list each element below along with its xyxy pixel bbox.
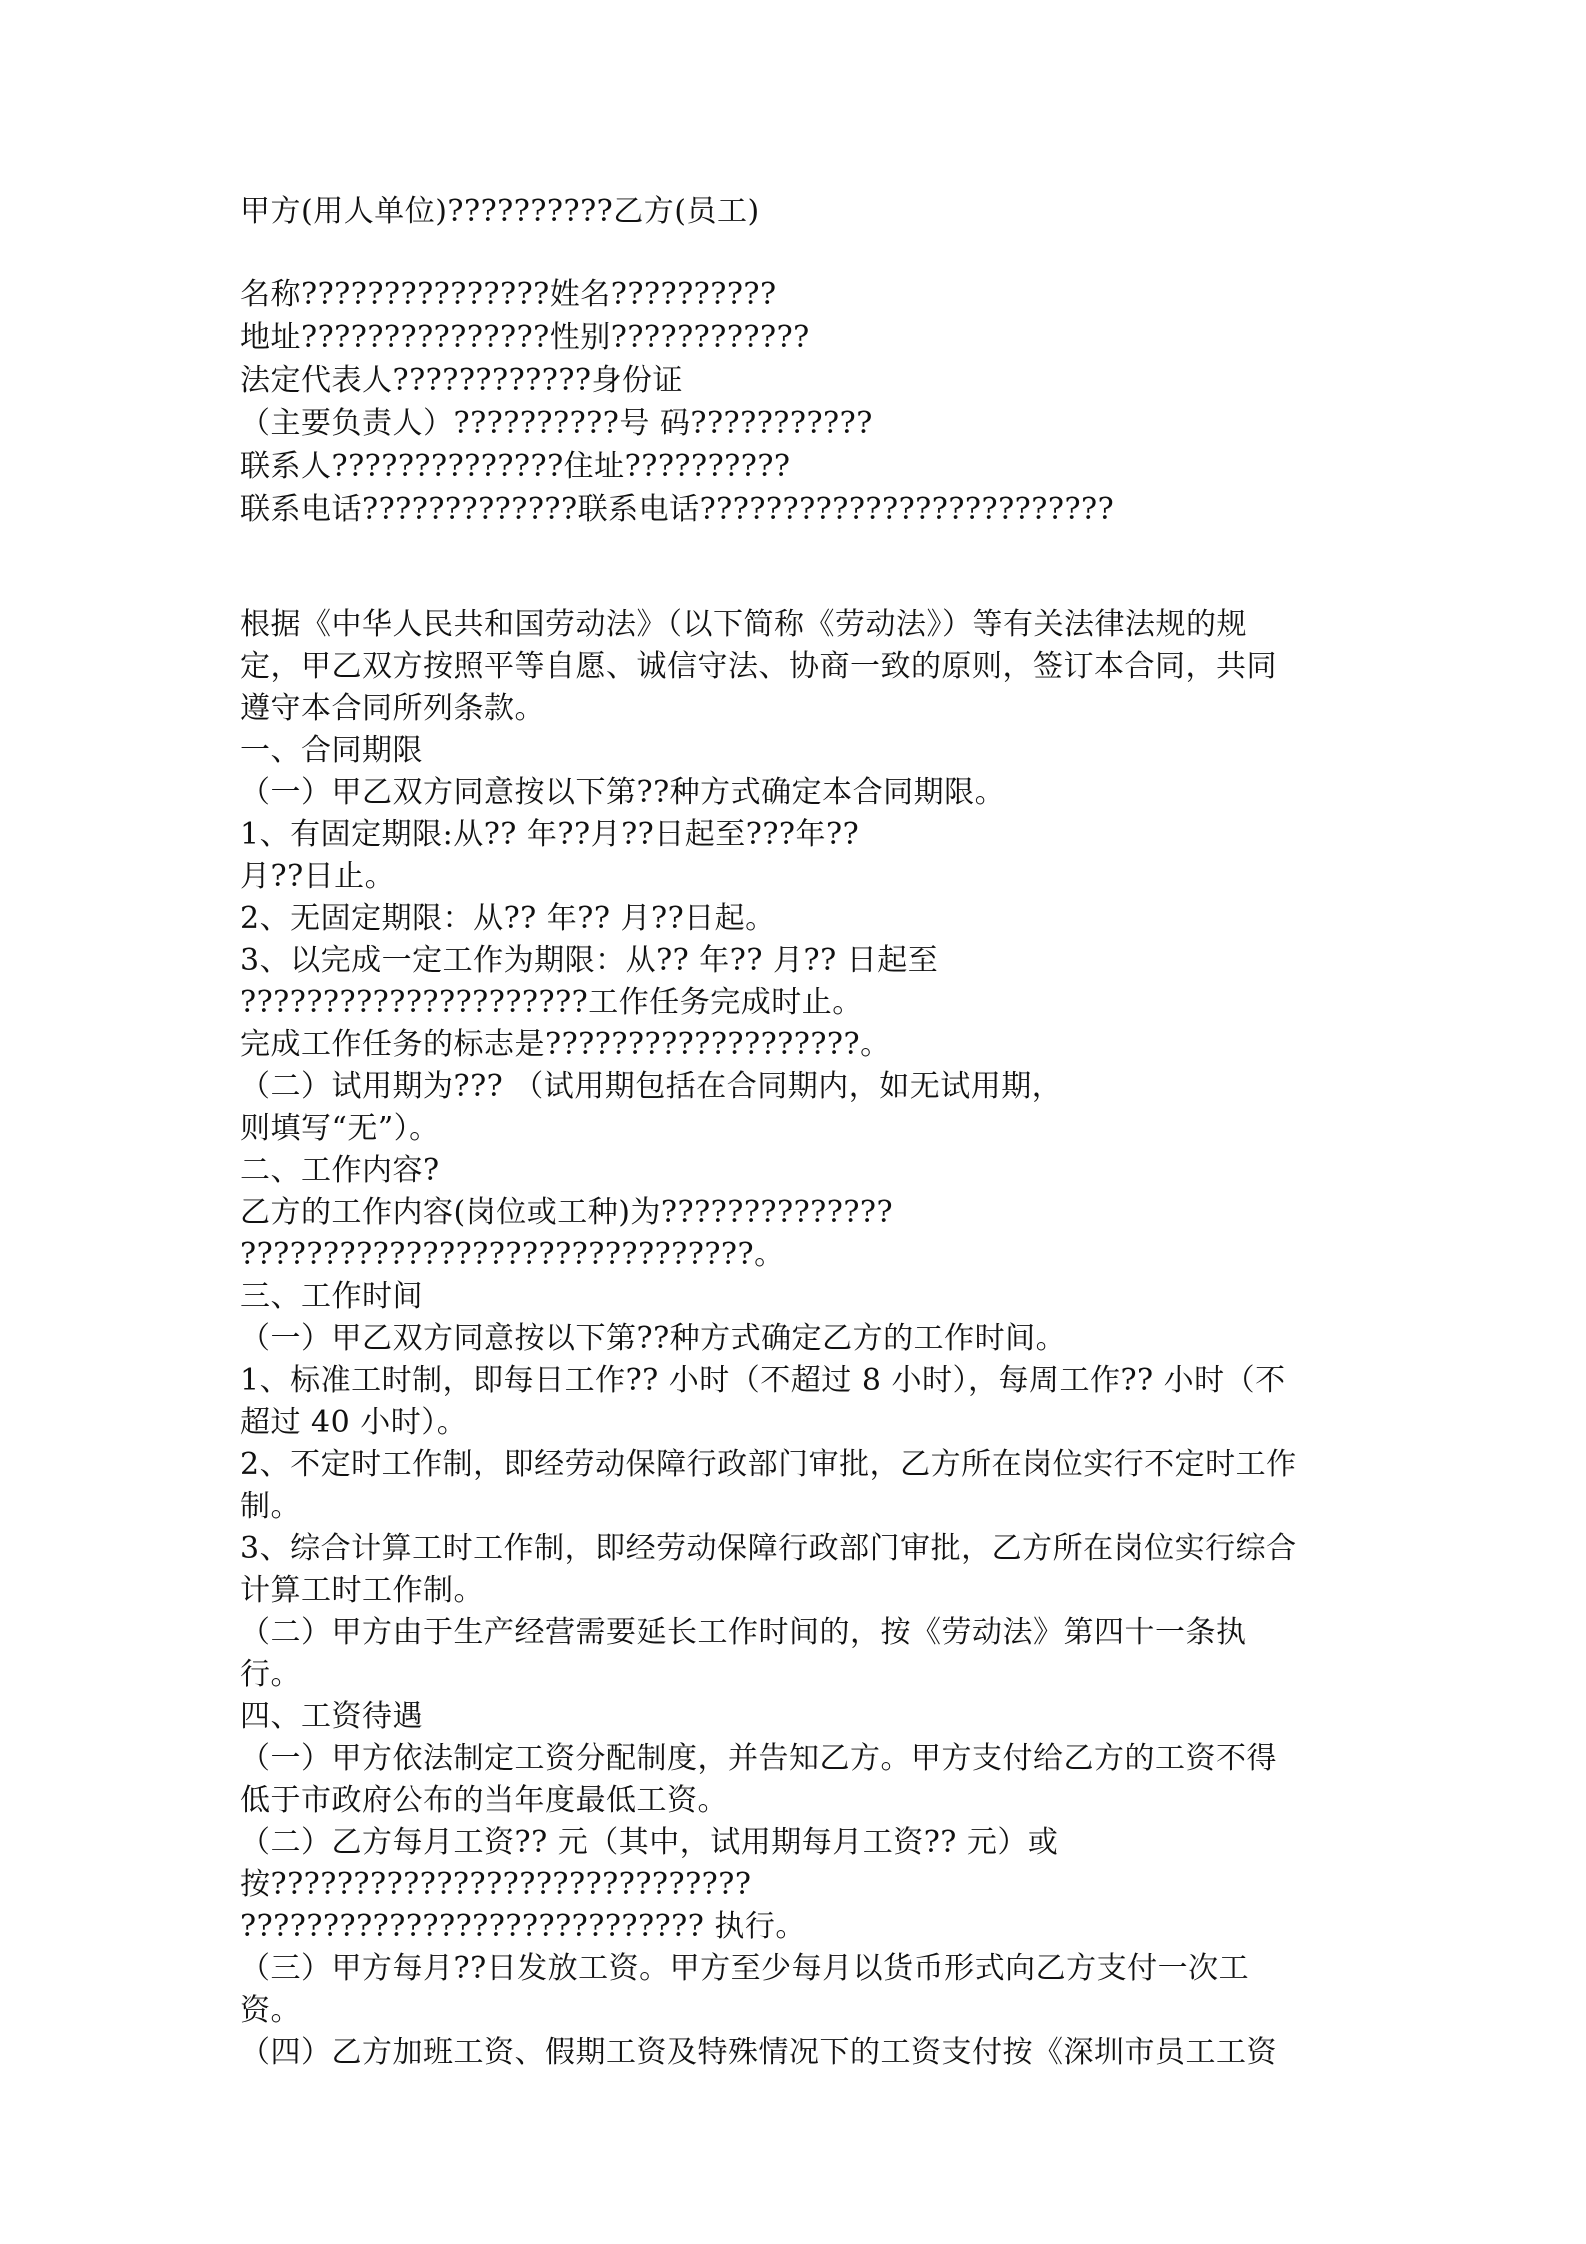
section-heading: 四、工资待遇 bbox=[240, 1699, 423, 1734]
clause-line: 计算工时工作制。 bbox=[240, 1573, 484, 1608]
field-contact: 联系人??????????????住址?????????? bbox=[240, 449, 791, 484]
clause-line: 2、无固定期限：从?? 年?? 月??日起。 bbox=[240, 901, 776, 936]
clause-line: （二）乙方每月工资?? 元（其中，试用期每月工资?? 元）或 bbox=[240, 1825, 1059, 1860]
clause-line: （二）甲方由于生产经营需要延长工作时间的，按《劳动法》第四十一条执 bbox=[240, 1615, 1247, 1650]
clause-line: 则填写“无”）。 bbox=[240, 1111, 440, 1146]
clause-line: 制。 bbox=[240, 1489, 301, 1524]
clause-line: （二）试用期为??? （试用期包括在合同期内，如无试用期， bbox=[240, 1069, 1063, 1104]
field-phone: 联系电话?????????????联系电话????????????????????????? bbox=[240, 492, 1115, 527]
clause-line: （一）甲乙双方同意按以下第??种方式确定乙方的工作时间。 bbox=[240, 1321, 1067, 1356]
preamble-line: 根据《中华人民共和国劳动法》（以下简称《劳动法》）等有关法律法规的规 bbox=[240, 607, 1247, 642]
field-name: 名称???????????????姓名?????????? bbox=[240, 277, 777, 312]
clause-line: ???????????????????????????????。 bbox=[240, 1237, 785, 1272]
section-heading: 一、合同期限 bbox=[240, 733, 423, 768]
field-responsible-person: （主要负责人）??????????号 码??????????? bbox=[240, 406, 873, 441]
field-address: 地址???????????????性别???????????? bbox=[240, 320, 810, 355]
preamble-line: 定，甲乙双方按照平等自愿、诚信守法、协商一致的原则，签订本合同，共同 bbox=[240, 649, 1277, 684]
clause-line: 低于市政府公布的当年度最低工资。 bbox=[240, 1783, 728, 1818]
clause-line: 完成工作任务的标志是???????????????????。 bbox=[240, 1027, 891, 1062]
clause-line: 1、有固定期限:从?? 年??月??日起至???年?? bbox=[240, 817, 860, 852]
preamble-line: 遵守本合同所列条款。 bbox=[240, 691, 545, 726]
clause-line: （三）甲方每月??日发放工资。甲方至少每月以货币形式向乙方支付一次工 bbox=[240, 1951, 1250, 1986]
clause-line: 乙方的工作内容(岗位或工种)为?????????????? bbox=[240, 1195, 894, 1230]
clause-line: ???????????????????????????? 执行。 bbox=[240, 1909, 806, 1944]
clause-line: ?????????????????????工作任务完成时止。 bbox=[240, 985, 863, 1020]
clause-line: 3、综合计算工时工作制，即经劳动保障行政部门审批，乙方所在岗位实行综合 bbox=[240, 1531, 1297, 1566]
section-heading: 二、工作内容? bbox=[240, 1153, 440, 1188]
clause-line: （一）甲方依法制定工资分配制度，并告知乙方。甲方支付给乙方的工资不得 bbox=[240, 1741, 1277, 1776]
clause-line: 2、不定时工作制，即经劳动保障行政部门审批，乙方所在岗位实行不定时工作 bbox=[240, 1447, 1297, 1482]
party-header: 甲方(用人单位)??????????乙方(员工) bbox=[240, 194, 760, 229]
section-heading: 三、工作时间 bbox=[240, 1279, 423, 1314]
clause-line: 超过 40 小时）。 bbox=[240, 1405, 468, 1440]
clause-line: 月??日止。 bbox=[240, 859, 396, 894]
clause-line: 3、以完成一定工作为期限：从?? 年?? 月?? 日起至 bbox=[240, 943, 939, 978]
clause-line: （四）乙方加班工资、假期工资及特殊情况下的工资支付按《深圳市员工工资 bbox=[240, 2035, 1277, 2070]
clause-line: 行。 bbox=[240, 1657, 301, 1692]
clause-line: （一）甲乙双方同意按以下第??种方式确定本合同期限。 bbox=[240, 775, 1006, 810]
clause-line: 1、标准工时制，即每日工作?? 小时（不超过 8 小时），每周工作?? 小时（不 bbox=[240, 1363, 1286, 1398]
clause-line: 按????????????????????????????? bbox=[240, 1867, 752, 1902]
clause-line: 资。 bbox=[240, 1993, 301, 2028]
field-legal-rep: 法定代表人????????????身份证 bbox=[240, 363, 684, 398]
